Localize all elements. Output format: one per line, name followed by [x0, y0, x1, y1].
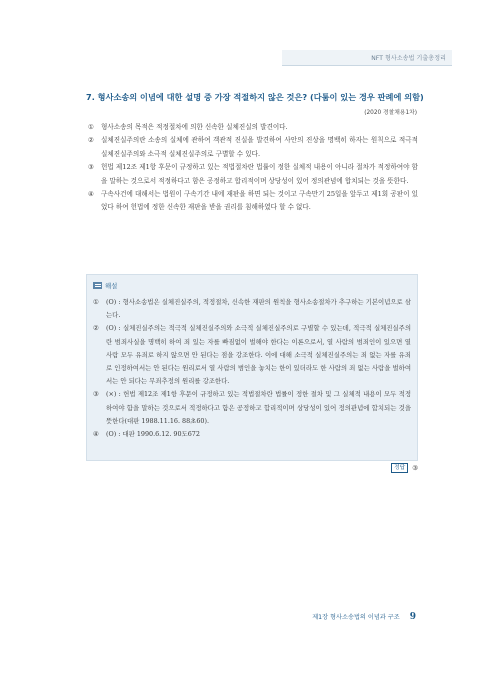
answer-value: ③ — [412, 464, 418, 472]
choice-number: ② — [88, 136, 94, 145]
choice-1 — [88, 121, 418, 134]
choice-number: ③ — [88, 163, 94, 172]
explanation-item-3 — [93, 388, 411, 428]
choice-text: 헌법 제12조 제1항 후문이 규정하고 있는 적법절차란 법률이 정한 실체적 내용이 아니라 절차가 적정하여야 함을 말하는 것으로서 적정하다고 함은 공정하고 합리적이며 상당성이 있어 정의관념에 합치되는 것을 뜻한다. — [101, 163, 418, 185]
explanation-text: (×) : 헌법 제12조 제1항 후문이 규정하고 있는 적법절차란 법률이 정한 절차 및 그 실체적 내용이 모두 적정하여야 함을 말하는 것으로서 적정하다고 함은 공정하고 합리적이며 상당성이 있어 정의관념에 합치되는 것을 뜻한다(대판 1988.11.16. 88초60). — [106, 390, 411, 425]
choice-text: 형사소송의 목적은 적정절차에 의한 신속한 실체진실의 발견이다. — [101, 123, 288, 131]
answer-label: 정답 — [391, 463, 408, 473]
choice-number: ① — [88, 123, 94, 131]
explanation-item-1 — [93, 296, 411, 322]
book-title: NFT 형사소송법 기출총정리 — [371, 55, 446, 62]
explanation-number: ④ — [93, 430, 99, 439]
explanation-text: (O) : 형사소송법은 실체진실주의, 적정절차, 신속한 재판의 원칙을 형사소송절차가 추구하는 기본이념으로 삼는다. — [106, 298, 411, 320]
choice-3 — [88, 161, 418, 188]
page-footer — [312, 612, 416, 622]
question-source: (2020 경찰채용1차) — [364, 110, 417, 116]
choice-number: ④ — [88, 190, 94, 199]
choice-4 — [88, 188, 418, 215]
explanation-list — [93, 296, 411, 441]
choice-text: 실체진실주의란 소송의 실체에 관하여 객관적 진실을 발견하여 사안의 진상을 명백히 하자는 원칙으로 적극적 실체진실주의와 소극적 실체진실주의로 구별할 수 있다. — [101, 136, 418, 158]
explanation-text: (O) : 대판 1990.6.12. 90도672 — [106, 430, 200, 439]
chapter-title: 제1장 형사소송법의 이념과 구조 — [312, 614, 400, 621]
explanation-number: ② — [93, 324, 99, 333]
explanation-item-2 — [93, 322, 411, 388]
explanation-label — [93, 281, 117, 290]
page-number: 9 — [409, 612, 416, 622]
choices-list — [88, 121, 418, 215]
explanation-item-4 — [93, 428, 411, 441]
explanation-number: ① — [93, 298, 99, 306]
answer — [391, 463, 418, 473]
explanation-number: ③ — [93, 390, 99, 399]
explanation-box — [86, 274, 418, 461]
header-tab — [282, 50, 452, 66]
document-icon — [93, 282, 102, 289]
choice-2 — [88, 134, 418, 161]
question-title: 7. 형사소송의 이념에 대한 설명 중 가장 적절하지 않은 것은? (다툼이 있는 경우 판례에 의함) — [86, 92, 424, 102]
explanation-text: (O) : 실체진실주의는 적극적 실체진실주의와 소극적 실체진실주의로 구별할 수 있는데, 적극적 실체진실주의란 범죄사실을 명백히 하여 죄 있는 자를 빠짐없이 벌해야 한다는 이론으로서, 열 사람의 범죄인이 있으면 열 사람 모두 유죄로 하지 않으면 안 된다는 점을 강조한다. 이에 대해 소극적 실체진실주의는 죄 없는 자를 유죄로 인정하여서는 안 된다는 원리로서 열 사람의 범인을 놓치는 한이 있더라도 한 사람의 죄 없는 사람을 벌하여서는 안 되다는 무죄추정의 원리를 강조한다. — [106, 324, 411, 386]
choice-text: 구속사건에 대해서는 법원이 구속기간 내에 재판을 하면 되는 것이고 구속만기 25일을 앞두고 제1회 공판이 있었다 하여 헌법에 정한 신속한 재판을 받을 권리를 침해하였다 할 수 없다. — [101, 190, 418, 212]
explanation-label-text: 해설 — [105, 282, 118, 290]
